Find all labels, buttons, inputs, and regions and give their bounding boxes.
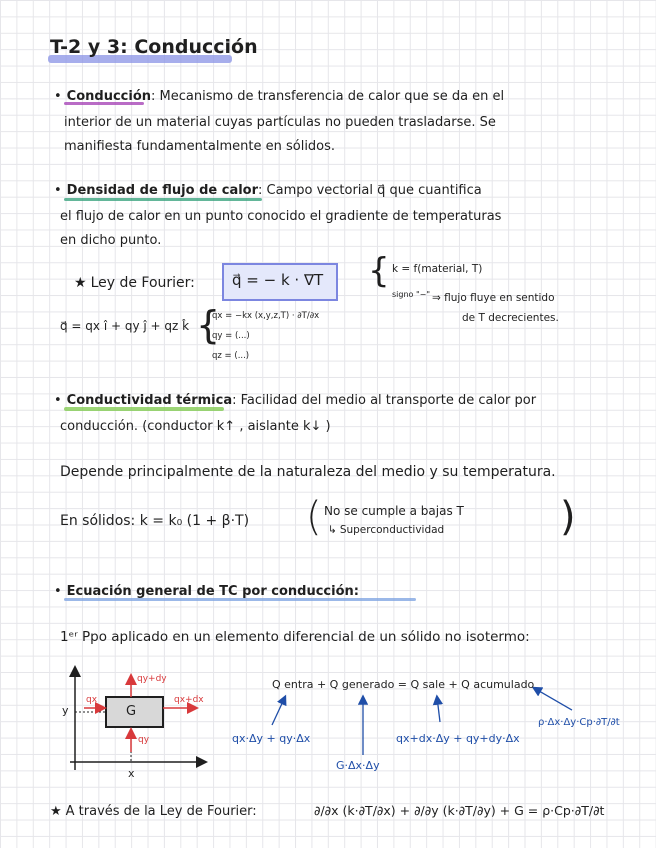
entra-pointer (272, 697, 285, 725)
page-title: T-2 y 3: Conducción (50, 36, 258, 58)
fourier-equation: q⃗ = − k · ∇T (232, 271, 324, 289)
paren-left: ( (306, 494, 322, 540)
superconductividad: ↳ Superconductividad (328, 524, 445, 536)
conduccion-line-2: interior de un material cuyas partículas no pueden trasladarse. Se (64, 115, 496, 130)
conductividad-term: Conductividad térmica (66, 393, 233, 408)
solidos-line: En sólidos: k = k₀ (1 + β·T) (60, 513, 250, 529)
acum-terms: ρ·Δx·Δy·Cp·∂T/∂t (538, 717, 620, 728)
conductividad-line-2: conducción. (conductor k↑ , aislante k↓ ) (60, 419, 331, 434)
qydy-label: qy+dy (137, 674, 167, 684)
conduccion-line-1: • Conducción: Mecanismo de transferencia de calor que se da en el (54, 90, 504, 103)
brace-components: { (196, 303, 221, 347)
sale-terms: qx+dx·Δy + qy+dy·Δx (396, 732, 520, 745)
flujo-line-1: • Densidad de flujo de calor: Campo vectorial q⃗ que cuantifica (54, 184, 482, 197)
ecuacion-term: Ecuación general de TC por conducción: (66, 584, 359, 599)
sale-pointer (437, 697, 440, 722)
acum-pointer (534, 688, 572, 710)
final-equation: ∂/∂x (k·∂T/∂x) + ∂/∂y (k·∂T/∂y) + G = ρ·Cp·∂T/∂t (314, 803, 605, 818)
conduccion-term: Conducción (66, 89, 152, 104)
flujo-line-3: en dicho punto. (60, 233, 162, 248)
x-tick: x (128, 767, 135, 780)
qx-label: qx (86, 695, 98, 705)
q-components: q⃗ = qx î + qy ĵ + qz k̂ (60, 319, 190, 333)
qx-eq: qx = −kx (x,y,z,T) · ∂T/∂x (212, 311, 320, 321)
paren-right: ) (560, 494, 576, 540)
signo-label: signo "−" (392, 290, 431, 299)
qz-eq: qz = (...) (212, 351, 250, 361)
principio-line: 1ᵉʳ Ppo aplicado en un elemento diferencial de un sólido no isotermo: (60, 629, 530, 645)
fourier-label: ★ Ley de Fourier: (74, 275, 195, 291)
flujo-term: Densidad de flujo de calor (66, 183, 259, 198)
element-label: G (126, 704, 137, 719)
qxdx-label: qx+dx (174, 695, 204, 705)
y-tick: y (62, 704, 69, 717)
brace-k: { (368, 251, 390, 291)
entra-terms: qx·Δy + qy·Δx (232, 732, 311, 745)
final-label: ★ A través de la Ley de Fourier: (50, 804, 257, 819)
depende-line: Depende principalmente de la naturaleza del medio y su temperatura. (60, 464, 556, 480)
no-cumple: No se cumple a bajas T (324, 504, 464, 518)
conductividad-line-1: • Conductividad térmica: Facilidad del medio al transporte de calor por (54, 394, 536, 407)
flujo-line-2: el flujo de calor en un punto conocido el gradiente de temperaturas (60, 209, 502, 224)
gen-terms: G·Δx·Δy (336, 759, 380, 772)
conduccion-line-3: manifiesta fundamentalmente en sólidos. (64, 139, 336, 154)
signo-text: ⇒ flujo fluye en sentido (432, 292, 555, 304)
qy-eq: qy = (...) (212, 331, 250, 341)
k-depends: k = f(material, T) (392, 263, 483, 275)
balance-equation: Q entra + Q generado = Q sale + Q acumulado (272, 678, 535, 691)
signo-text-2: de T decrecientes. (462, 312, 559, 324)
qy-label: qy (138, 735, 150, 745)
